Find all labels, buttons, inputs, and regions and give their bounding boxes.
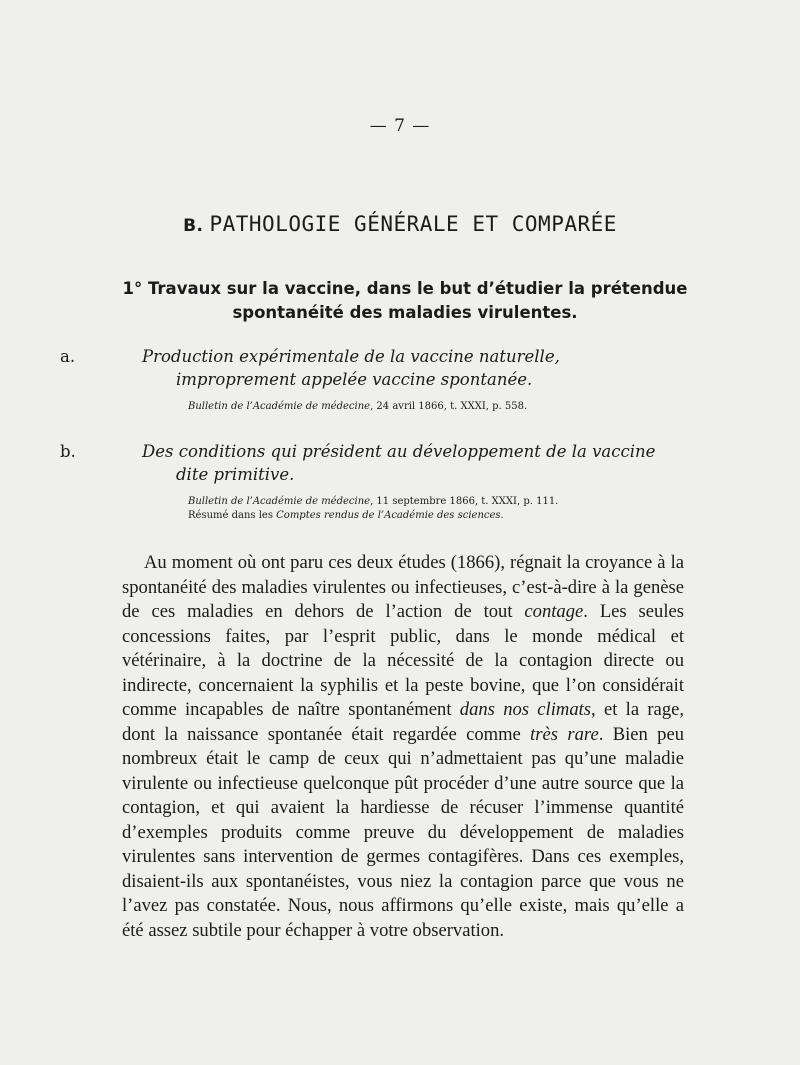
section-title-text: PATHOLOGIE GÉNÉRALE ET COMPARÉE: [209, 212, 617, 236]
italic-term: contage: [524, 601, 584, 622]
reference-details: , 11 septembre 1866, t. XXXI, p. 111.: [370, 496, 559, 507]
work-entry-a: [60, 345, 683, 414]
body-text: [122, 551, 684, 943]
reference-line: [188, 494, 683, 509]
text-run: Au moment où ont paru ces deux études (1866), régnait la croyance à la spontanéité des maladies virulentes ou infectieuses, c’est-à-dire à la genèse de ces maladies en dehors de l’action de tout: [122, 552, 684, 622]
work-label: a.: [60, 347, 76, 366]
section-letter: B.: [183, 216, 204, 236]
work-title: Production expérimentale de la vaccine naturelle, improprement appelée vaccine spontanée.: [142, 347, 560, 389]
italic-term: dans nos climats: [459, 699, 592, 720]
body-paragraph: [122, 551, 684, 943]
reference-journal: Bulletin de l’Académie de médecine: [188, 496, 371, 507]
reference-details: , 24 avril 1866, t. XXXI, p. 558.: [370, 401, 528, 412]
text-run: . Bien peu nombreux était le camp de ceux qui n’admettaient pas qu’une maladie virulente ou infectieuse quelconque pût procéder d’une autre source que la contagion, et qui avaient la hardiesse de récuser l’immense quantité d’exemples produits comme preuve du développement de maladies virulentes sans intervention de germes contagifères. Dans ces exemples, disaient-ils aux spontanéistes, vous niez la contagion parce que vous ne l’avez pas constatée. Nous, nous affirmons qu’elle existe, mais qu’elle a été assez subtile pour échapper à votre observation.: [122, 723, 684, 941]
bibliographic-reference: [118, 494, 683, 523]
bibliographic-reference: [118, 399, 683, 414]
reference-journal: Bulletin de l’Académie de médecine: [188, 401, 371, 412]
italic-term: très rare: [530, 723, 599, 745]
reference-prefix: Résumé dans les: [188, 510, 277, 521]
work-heading: [60, 345, 683, 391]
section-title: [0, 212, 800, 236]
work-label: b.: [60, 442, 76, 461]
page-number: — 7 —: [369, 116, 431, 136]
text-run: . Les seules concessions faites, par l’esprit public, dans le monde médical et vétérinaire, à la doctrine de la nécessité de la contagion directe ou indirecte, concernaient la syphilis et la peste bovine, que l’on considérait comme incapables de naître spontanément: [122, 601, 684, 720]
work-heading: [60, 440, 683, 486]
work-entry-b: [60, 440, 683, 523]
subsection-title: 1° Travaux sur la vaccine, dans le but d’étudier la prétendue spontanéité des maladies virulentes.: [122, 279, 688, 322]
work-title: Des conditions qui président au développement de la vaccine dite primitive.: [142, 442, 656, 484]
reference-line: [188, 508, 683, 523]
reference-journal: Comptes rendus de l’Académie des sciences.: [276, 510, 504, 521]
text-run: , et la rage, dont la naissance spontanée était regardée comme: [122, 699, 685, 745]
